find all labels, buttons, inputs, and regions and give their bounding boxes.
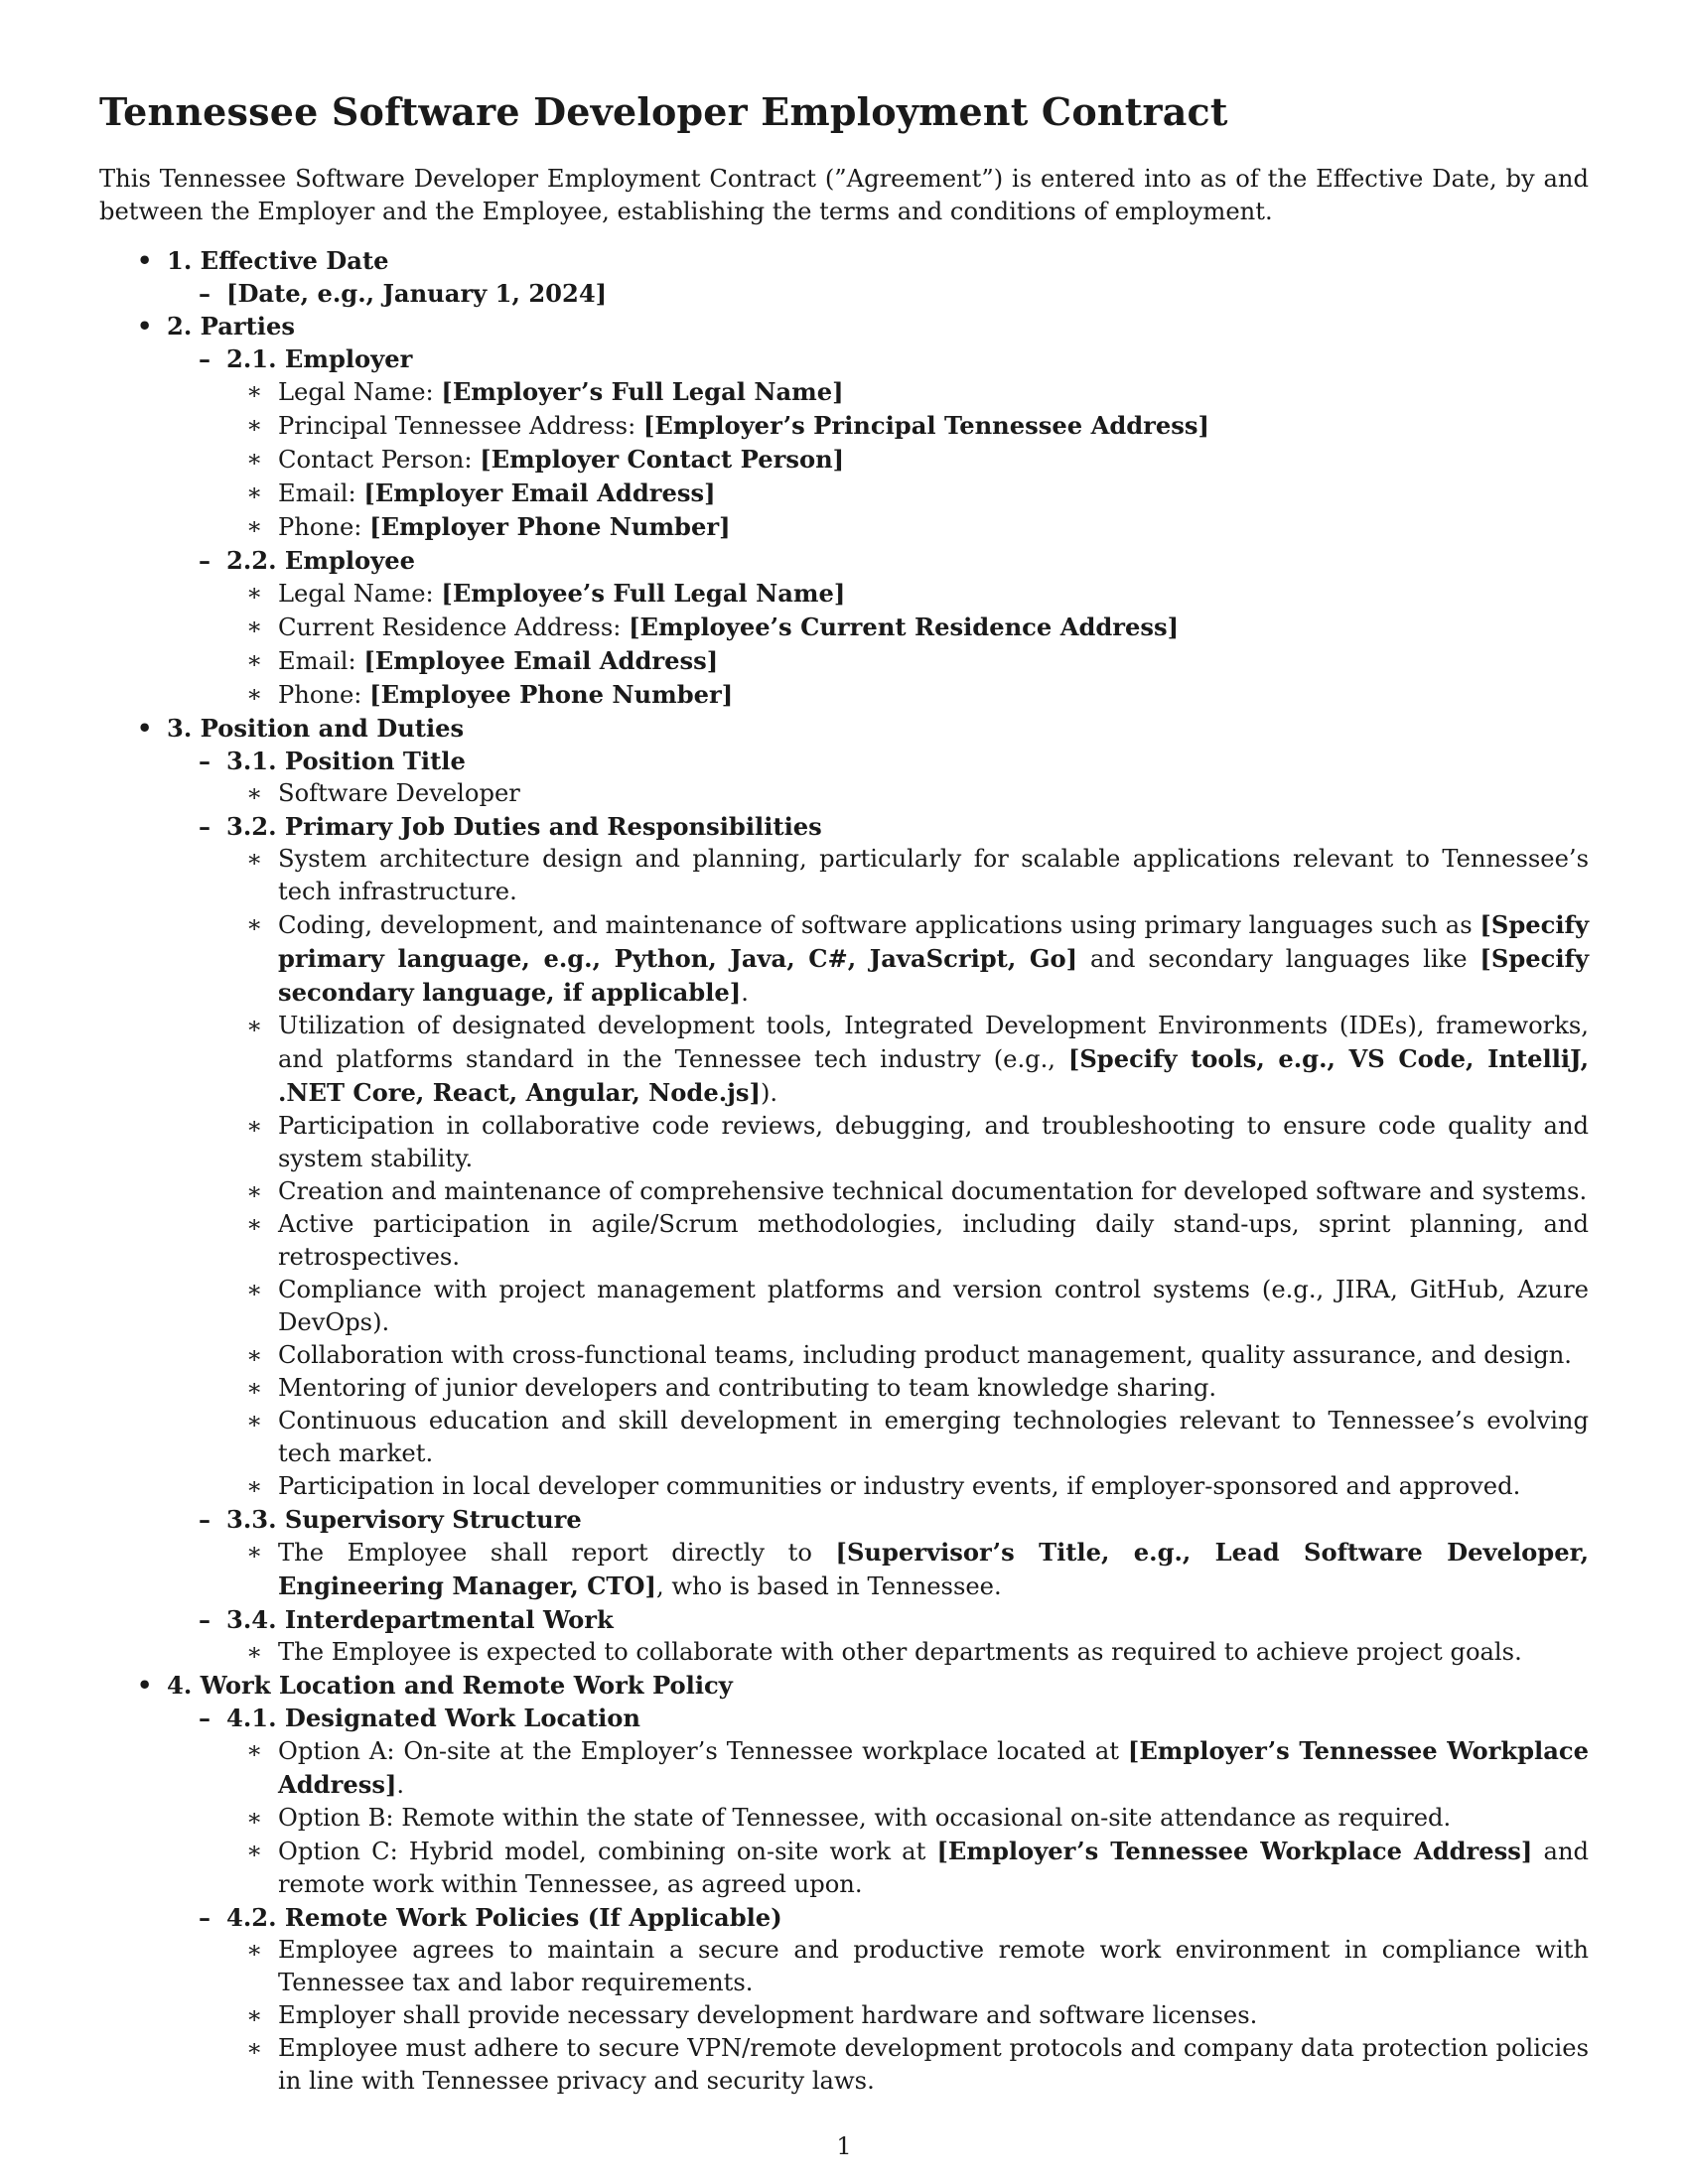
star-marker: ∗: [246, 779, 263, 807]
duties-heading: – 3.2. Primary Job Duties and Responsibilities: [199, 812, 822, 841]
star-marker: ∗: [246, 445, 263, 473]
dash-marker: –: [199, 812, 211, 841]
section-4-heading: • 4. Work Location and Remote Work Policy: [137, 1671, 733, 1700]
bullet-marker: •: [137, 246, 153, 275]
section-3-heading: • 3. Position and Duties: [137, 714, 465, 743]
star-marker: ∗: [246, 1407, 263, 1434]
bullet-marker: •: [137, 1671, 153, 1700]
bullet-marker: •: [137, 714, 153, 743]
star-marker: ∗: [246, 1341, 263, 1369]
star-marker: ∗: [246, 1736, 263, 1764]
star-marker: ∗: [246, 512, 263, 540]
star-marker: ∗: [246, 2001, 263, 2029]
employee-email: ∗ Email: [Employee Email Address]: [246, 646, 719, 675]
employee-phone: ∗ Phone: [Employee Phone Number]: [246, 680, 734, 709]
interdepartmental-text: ∗ The Employee is expected to collaborate with other departments as required to achieve project goals.: [99, 1636, 1589, 1669]
employee-heading: – 2.2. Employee: [199, 546, 416, 575]
star-marker: ∗: [246, 1012, 263, 1039]
supervisory-heading: – 3.3. Supervisory Structure: [199, 1505, 582, 1534]
star-marker: ∗: [246, 1276, 263, 1303]
star-marker: ∗: [246, 579, 263, 607]
position-title-value: ∗ Software Developer: [99, 777, 1589, 810]
duty-item: ∗ Utilization of designated development tools, Integrated Development Environments (IDEs), frameworks, and platforms standard in the Tennessee tech industry (e.g., [Specify tools, e.g., VS Code, IntelliJ, .NET Core, React, Angular, Node.js]).: [246, 1012, 1589, 1107]
star-marker: ∗: [246, 845, 263, 873]
section-1-heading: • 1. Effective Date: [137, 246, 389, 275]
employer-address: ∗ Principal Tennessee Address: [Employer’s Principal Tennessee Address]: [246, 411, 1209, 440]
position-title-heading: – 3.1. Position Title: [199, 747, 466, 775]
interdepartmental-heading: – 3.4. Interdepartmental Work: [199, 1605, 614, 1634]
option-a: ∗ Option A: On-site at the Employer’s Tennessee workplace located at [Employer’s Tennessee Workplace Address].: [246, 1736, 1589, 1799]
bullet-marker: •: [137, 312, 153, 341]
star-marker: ∗: [246, 1804, 263, 1832]
duty-item: ∗ Participation in local developer communities or industry events, if employer-sponsored and approved.: [99, 1470, 1589, 1503]
dash-marker: –: [199, 1605, 211, 1634]
intro-paragraph: This Tennessee Software Developer Employment Contract (”Agreement”) is entered into as of the Effective Date, by and between the Employer and the Employee, establishing the terms and conditions of employment.: [99, 165, 1589, 225]
supervisory-text: ∗ The Employee shall report directly to [Supervisor’s Title, e.g., Lead Software Developer, Engineering Manager, CTO], who is based in Tennessee.: [246, 1538, 1589, 1600]
dash-marker: –: [199, 747, 211, 775]
duty-item: ∗ Mentoring of junior developers and contributing to team knowledge sharing.: [99, 1372, 1589, 1405]
duty-item: ∗ Active participation in agile/Scrum methodologies, including daily stand-ups, sprint planning, and retrospectives.: [246, 1210, 1589, 1271]
employer-heading: – 2.1. Employer: [199, 344, 413, 373]
duty-item: ∗ Continuous education and skill development in emerging technologies relevant to Tennessee’s evolving tech market.: [246, 1407, 1589, 1467]
star-marker: ∗: [246, 1638, 263, 1666]
option-c: ∗ Option C: Hybrid model, combining on-site work at [Employer’s Tennessee Workplace Address] and remote work within Tennessee, as agreed upon.: [246, 1837, 1590, 1898]
star-marker: ∗: [246, 910, 263, 938]
page-number: 1: [836, 2132, 852, 2160]
duty-item: ∗ Collaboration with cross-functional teams, including product management, quality assurance, and design.: [99, 1339, 1589, 1372]
option-b: ∗ Option B: Remote within the state of Tennessee, with occasional on-site attendance as required.: [99, 1802, 1589, 1835]
employer-phone: ∗ Phone: [Employer Phone Number]: [246, 512, 731, 541]
remote-policy-item: ∗ Employee must adhere to secure VPN/remote development protocols and company data protection policies in line with Tennessee privacy and security laws.: [246, 2034, 1589, 2095]
section-2-heading: • 2. Parties: [137, 312, 295, 341]
star-marker: ∗: [246, 1837, 263, 1864]
star-marker: ∗: [246, 1374, 263, 1402]
dash-marker: –: [199, 1704, 211, 1732]
remote-policy-item: ∗ Employer shall provide necessary development hardware and software licenses.: [99, 1999, 1589, 2032]
star-marker: ∗: [246, 478, 263, 506]
star-marker: ∗: [246, 411, 263, 439]
duty-item: ∗ Coding, development, and maintenance of software applications using primary languages such as [Specify primary language, e.g., Python, Java, C#, JavaScript, Go] and secondary languages like [Specify secondary language, if applicable].: [246, 910, 1589, 1007]
remote-policies-heading: – 4.2. Remote Work Policies (If Applicable): [199, 1903, 782, 1932]
star-marker: ∗: [246, 1210, 263, 1238]
dash-marker: –: [199, 1903, 211, 1932]
employee-address: ∗ Current Residence Address: [Employee’s Current Residence Address]: [246, 613, 1180, 641]
duty-item: ∗ Participation in collaborative code reviews, debugging, and troubleshooting to ensure code quality and system stability.: [246, 1112, 1589, 1172]
star-marker: ∗: [246, 1472, 263, 1500]
document-title: Tennessee Software Developer Employment Contract: [99, 89, 1228, 134]
dash-marker: –: [199, 546, 211, 575]
contract-page: [99, 87, 1589, 2098]
duty-item: ∗ Creation and maintenance of comprehensive technical documentation for developed software and systems.: [99, 1175, 1589, 1208]
star-marker: ∗: [246, 1177, 263, 1205]
effective-date-value: – [Date, e.g., January 1, 2024]: [199, 279, 608, 308]
duty-item: ∗ Compliance with project management platforms and version control systems (e.g., JIRA, GitHub, Azure DevOps).: [246, 1276, 1589, 1336]
employer-legal-name: ∗ Legal Name: [Employer’s Full Legal Name]: [246, 377, 844, 406]
dash-marker: –: [199, 1505, 211, 1534]
star-marker: ∗: [246, 646, 263, 674]
dash-marker: –: [199, 344, 211, 373]
employer-contact: ∗ Contact Person: [Employer Contact Person]: [246, 445, 845, 474]
star-marker: ∗: [246, 613, 263, 640]
remote-policy-item: ∗ Employee agrees to maintain a secure and productive remote work environment in compliance with Tennessee tax and labor requirements.: [246, 1936, 1589, 1996]
dash-marker: –: [199, 279, 211, 308]
star-marker: ∗: [246, 680, 263, 708]
duty-item: ∗ System architecture design and planning, particularly for scalable applications relevant to Tennessee’s tech infrastructure.: [246, 845, 1589, 905]
star-marker: ∗: [246, 1538, 263, 1566]
employee-legal-name: ∗ Legal Name: [Employee’s Full Legal Name]: [246, 579, 846, 608]
star-marker: ∗: [246, 377, 263, 405]
star-marker: ∗: [246, 1936, 263, 1964]
work-location-heading: – 4.1. Designated Work Location: [199, 1704, 641, 1732]
employer-email: ∗ Email: [Employer Email Address]: [246, 478, 716, 507]
star-marker: ∗: [246, 2034, 263, 2062]
star-marker: ∗: [246, 1112, 263, 1140]
